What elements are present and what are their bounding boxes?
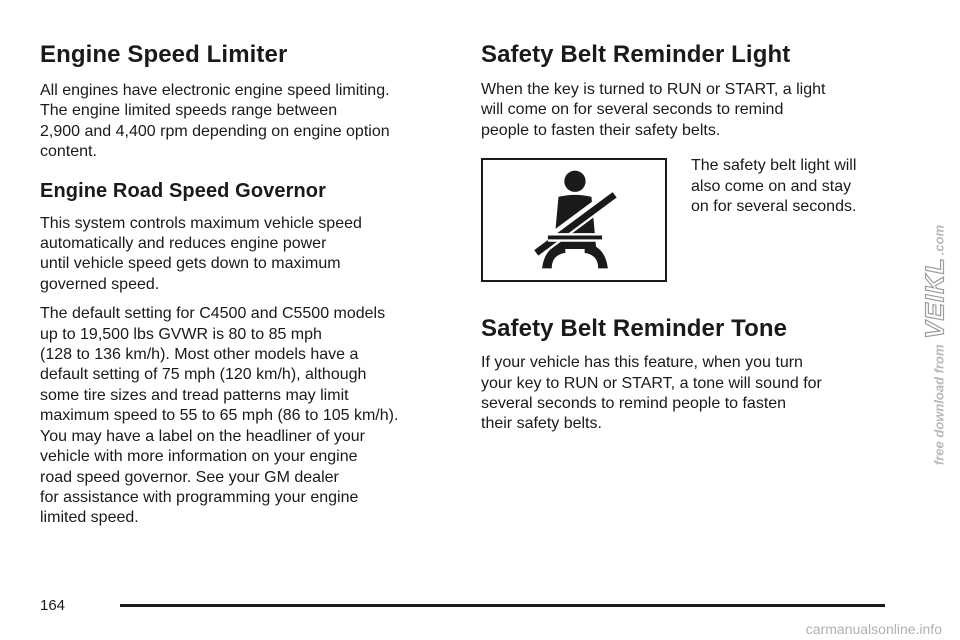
- page-number: 164: [40, 597, 66, 614]
- text-line: The engine limited speeds range between: [40, 102, 338, 120]
- watermark-prefix: free download from: [931, 344, 947, 466]
- text-line: several seconds to remind people to fasten: [481, 395, 787, 413]
- text-line: The default setting for C4500 and C5500 models: [40, 305, 386, 323]
- text-line: also come on and stay: [691, 177, 852, 195]
- text-line: (128 to 136 km/h). Most other models have a: [40, 346, 359, 364]
- watermark-logo: VEIKL: [919, 257, 950, 339]
- left-column: [40, 40, 450, 529]
- heading-engine-speed-limiter: Engine Speed Limiter: [40, 41, 288, 68]
- paragraph-reminder-tone: [481, 353, 881, 435]
- text-line: your key to RUN or START, a tone will sound for: [481, 374, 822, 392]
- heading-reminder-light: Safety Belt Reminder Light: [481, 41, 791, 68]
- text-line: content.: [40, 143, 97, 161]
- text-line: When the key is turned to RUN or START, a light: [481, 81, 826, 98]
- figure-caption: [691, 156, 891, 217]
- paragraph-governor-description: [40, 214, 450, 296]
- text-line: 2,900 and 4,400 rpm depending on engine option: [40, 122, 390, 140]
- text-line: until vehicle speed gets down to maximum: [40, 255, 341, 273]
- text-line: maximum speed to 55 to 65 mph (86 to 105 km/h).: [40, 407, 399, 425]
- text-line: road speed governor. See your GM dealer: [40, 468, 339, 486]
- text-line: If your vehicle has this feature, when you turn: [481, 354, 803, 372]
- text-line: The safety belt light will: [691, 157, 857, 175]
- heading-reminder-tone: Safety Belt Reminder Tone: [481, 315, 788, 343]
- paragraph-governor-default-settings: [40, 304, 450, 528]
- text-line: some tire sizes and tread patterns may limit: [40, 386, 349, 404]
- text-line: limited speed.: [40, 509, 139, 527]
- footer-rule: [120, 604, 885, 607]
- seatbelt-reminder-icon: [481, 158, 667, 282]
- text-line: All engines have electronic engine speed limiting.: [40, 82, 390, 99]
- text-line: for assistance with programming your engine: [40, 488, 359, 506]
- watermark-suffix: .com: [931, 224, 947, 256]
- reminder-light-figure: [481, 156, 881, 284]
- page-footer: [40, 594, 885, 618]
- text-line: their safety belts.: [481, 415, 602, 433]
- text-line: on for several seconds.: [691, 198, 857, 216]
- text-line: governed speed.: [40, 275, 160, 293]
- paragraph-reminder-light: [481, 80, 881, 141]
- text-line: vehicle with more information on your engine: [40, 448, 358, 466]
- text-line: will come on for several seconds to remind: [481, 101, 784, 119]
- text-line: default setting of 75 mph (120 km/h), although: [40, 366, 367, 384]
- text-line: automatically and reduces engine power: [40, 235, 327, 253]
- text-line: This system controls maximum vehicle speed: [40, 214, 362, 232]
- text-line: You may have a label on the headliner of your: [40, 427, 365, 445]
- paragraph-engine-speed-limiter: [40, 81, 450, 163]
- text-line: up to 19,500 lbs GVWR is 80 to 85 mph: [40, 325, 322, 343]
- site-footer-link[interactable]: carmanualsonline.info: [805, 621, 942, 637]
- heading-road-speed-governor: Engine Road Speed Governor: [40, 179, 326, 202]
- watermark-text: [920, 225, 951, 465]
- watermark: [918, 90, 952, 600]
- text-line: people to fasten their safety belts.: [481, 121, 721, 139]
- right-column: [481, 40, 881, 435]
